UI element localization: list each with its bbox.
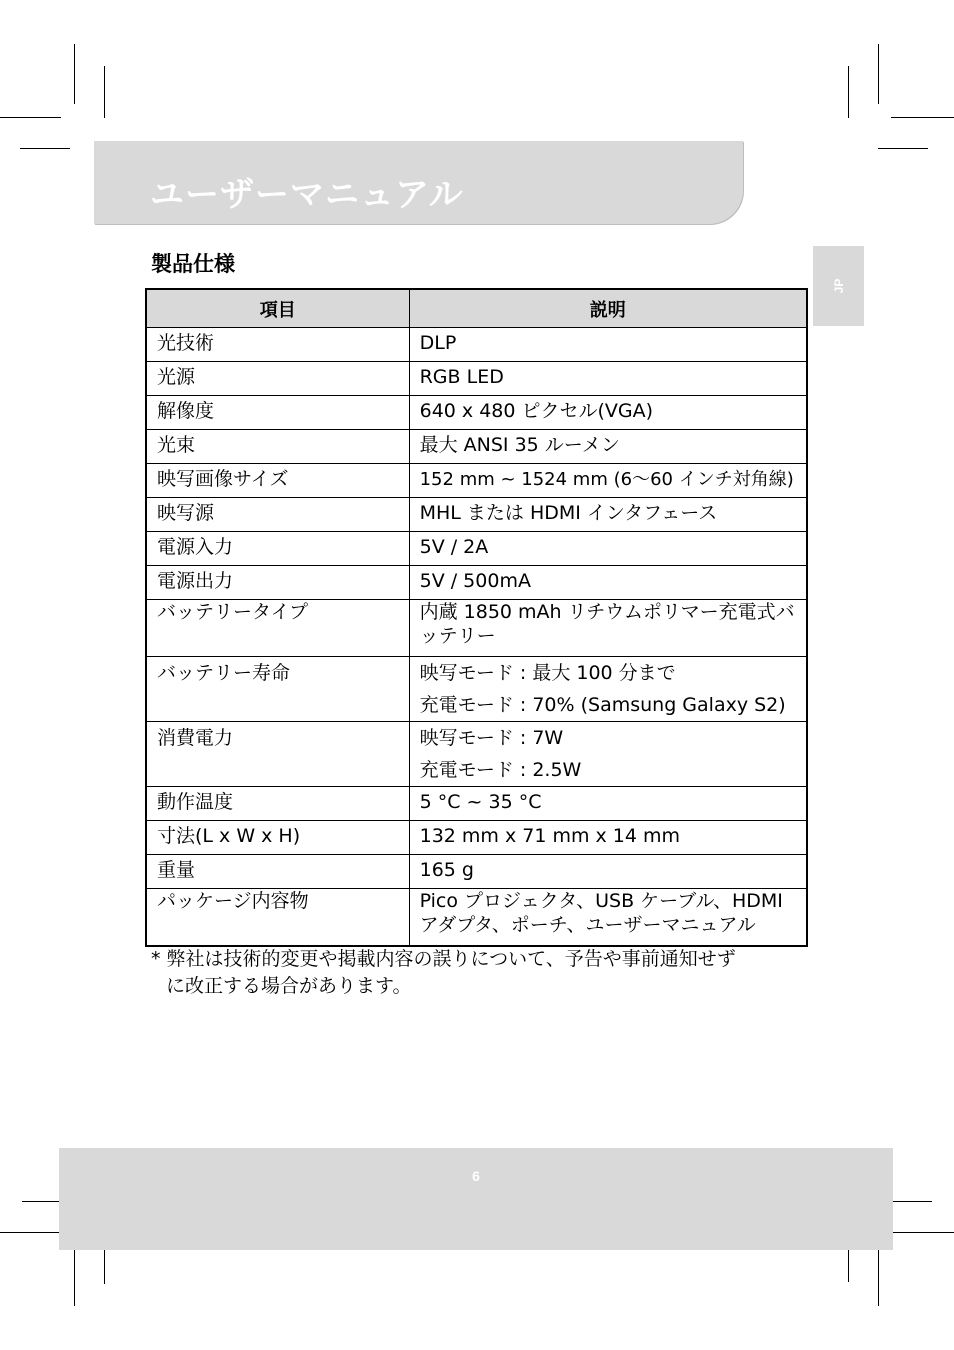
spec-description-line: 映写モード : 最大 100 分まで [419, 662, 676, 684]
crop-mark [20, 148, 70, 149]
table-row [146, 362, 807, 396]
table-row [146, 600, 807, 657]
spec-description-line: 充電モード : 70% (Samsung Galaxy S2) [419, 694, 786, 716]
crop-mark [891, 1232, 954, 1233]
table-row [146, 328, 807, 362]
table-row [146, 787, 807, 821]
spec-description: 最大 ANSI 35 ルーメン [409, 430, 807, 464]
crop-mark [848, 66, 849, 118]
spec-item: 電源入力 [146, 532, 409, 566]
spec-item: 重量 [146, 855, 409, 889]
spec-item: 電源出力 [146, 566, 409, 600]
spec-item: バッテリータイプ [146, 600, 409, 657]
table-row [146, 855, 807, 889]
specs-table [145, 288, 808, 947]
spec-description: 5V / 2A [409, 532, 807, 566]
spec-description: 152 mm ~ 1524 mm (6〜60 インチ対角線) [409, 464, 807, 498]
language-tab [813, 246, 864, 326]
spec-description [409, 657, 807, 722]
spec-description: MHL または HDMI インタフェース [409, 498, 807, 532]
spec-description: 内蔵 1850 mAh リチウムポリマー充電式バッテリー [409, 600, 807, 657]
spec-item: 動作温度 [146, 787, 409, 821]
spec-item: 光源 [146, 362, 409, 396]
spec-item: 解像度 [146, 396, 409, 430]
page-title: ユーザーマニュアル [150, 175, 464, 215]
spec-description: 5 °C ~ 35 °C [409, 787, 807, 821]
page-number: 6 [472, 1168, 480, 1184]
spec-item: 消費電力 [146, 722, 409, 787]
spec-description-line: 映写モード : 7W [419, 727, 564, 749]
section-title: 製品仕様 [151, 252, 235, 276]
crop-mark [0, 117, 61, 118]
table-row [146, 566, 807, 600]
spec-item: バッテリー寿命 [146, 657, 409, 722]
crop-mark [878, 1246, 879, 1306]
spec-item: パッケージ内容物 [146, 889, 409, 947]
crop-mark [74, 44, 75, 104]
crop-mark [0, 1232, 61, 1233]
spec-description: 5V / 500mA [409, 566, 807, 600]
table-header-row [146, 289, 807, 328]
footer-bar [59, 1148, 893, 1250]
table-row [146, 498, 807, 532]
table-row [146, 889, 807, 947]
spec-description-line: 充電モード : 2.5W [419, 759, 582, 781]
spec-item: 光束 [146, 430, 409, 464]
column-header-description: 説明 [409, 289, 807, 328]
spec-item: 寸法(L x W x H) [146, 821, 409, 855]
spec-item: 映写源 [146, 498, 409, 532]
crop-mark [878, 44, 879, 104]
column-header-item: 項目 [146, 289, 409, 328]
spec-description: RGB LED [409, 362, 807, 396]
language-tab-label: JP [831, 278, 846, 294]
header-bar [94, 141, 743, 224]
spec-description: DLP [409, 328, 807, 362]
table-row [146, 821, 807, 855]
spec-description: 640 x 480 ピクセル(VGA) [409, 396, 807, 430]
crop-mark [74, 1246, 75, 1306]
footnote [151, 946, 801, 1000]
footnote-line: に改正する場合があります。 [166, 975, 412, 997]
table-row [146, 657, 807, 722]
spec-description [409, 722, 807, 787]
footnote-line: * 弊社は技術的変更や掲載内容の誤りについて、予告や事前通知せず [151, 948, 736, 970]
table-row [146, 430, 807, 464]
spec-description: Pico プロジェクタ、USB ケーブル、HDMI アダプタ、ポーチ、ユーザーマニュアル [409, 889, 807, 947]
table-row [146, 722, 807, 787]
spec-item: 映写画像サイズ [146, 464, 409, 498]
table-row [146, 396, 807, 430]
crop-mark [878, 148, 928, 149]
spec-description: 132 mm x 71 mm x 14 mm [409, 821, 807, 855]
crop-mark [104, 66, 105, 118]
crop-mark [891, 117, 954, 118]
table-row [146, 464, 807, 498]
spec-item: 光技術 [146, 328, 409, 362]
spec-description: 165 g [409, 855, 807, 889]
table-row [146, 532, 807, 566]
